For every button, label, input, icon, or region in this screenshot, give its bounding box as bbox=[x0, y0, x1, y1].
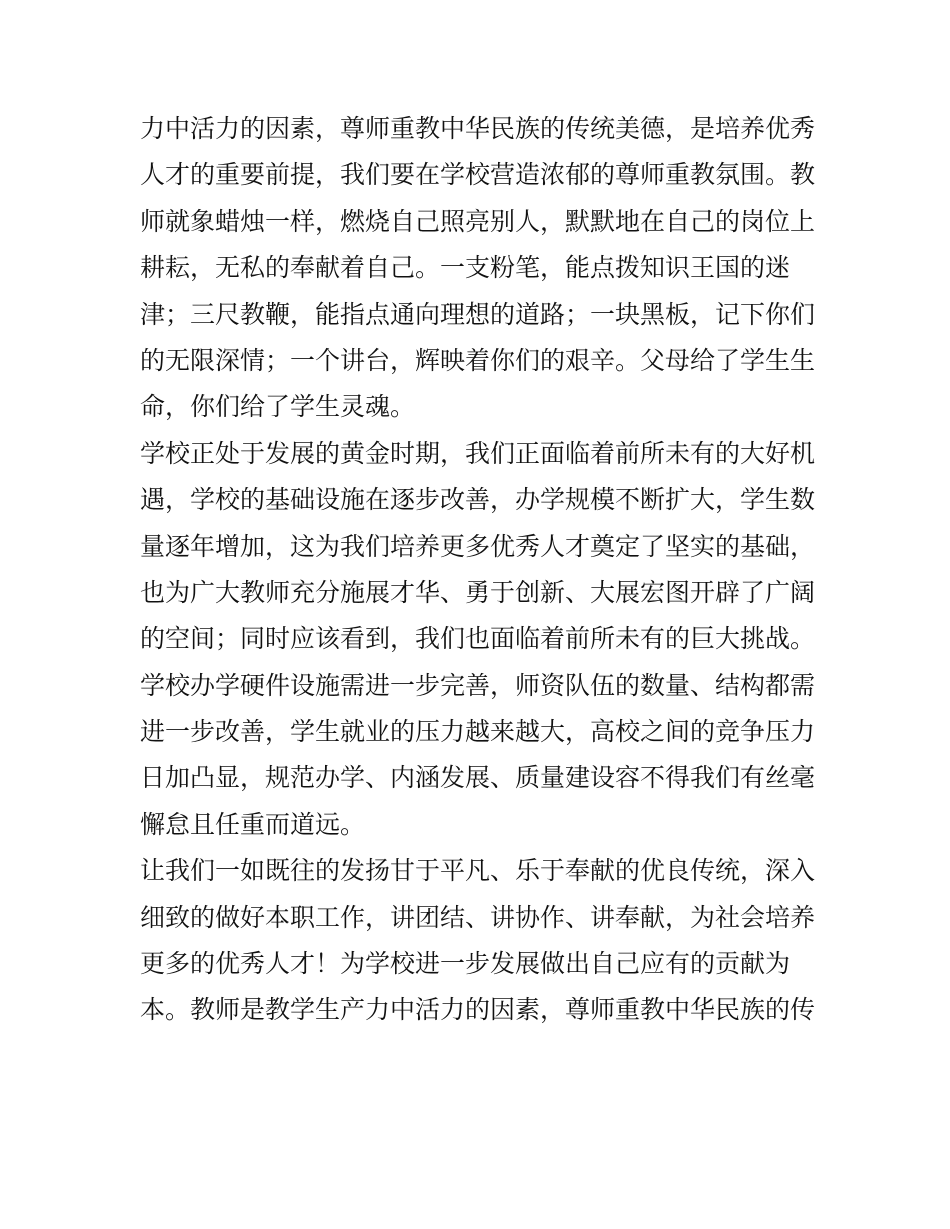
text-line: 更多的优秀人才！为学校进一步发展做出自己应有的贡献为 bbox=[140, 949, 791, 979]
text-line: 也为广大教师充分施展才华、勇于创新、大展宏图开辟了广阔 bbox=[140, 577, 816, 607]
text-line: 本。教师是教学生产力中活力的因素，尊师重教中华民族的传 bbox=[140, 995, 816, 1025]
text-line: 师就象蜡烛一样，燃烧自己照亮别人，默默地在自己的岗位上 bbox=[140, 206, 816, 236]
text-line: 命，你们给了学生灵魂。 bbox=[140, 392, 416, 422]
text-line: 遇，学校的基础设施在逐步改善，办学规模不断扩大，学生数 bbox=[140, 485, 816, 515]
text-line: 的空间；同时应该看到，我们也面临着前所未有的巨大挑战。 bbox=[140, 624, 816, 654]
text-line: 让我们一如既往的发扬甘于平凡、乐于奉献的优良传统，深入 bbox=[140, 856, 816, 886]
text-line: 日加凸显，规范办学、内涵发展、质量建设容不得我们有丝毫 bbox=[140, 763, 816, 793]
text-line: 的无限深情；一个讲台，辉映着你们的艰辛。父母给了学生生 bbox=[140, 345, 816, 375]
text-line: 耕耘，无私的奉献着自己。一支粉笔，能点拨知识王国的迷 bbox=[140, 253, 791, 283]
text-line: 津；三尺教鞭，能指点通向理想的道路；一块黑板，记下你们 bbox=[140, 299, 816, 329]
body-text bbox=[140, 106, 820, 1034]
text-line: 懈怠且任重而道远。 bbox=[140, 809, 366, 839]
text-line: 力中活力的因素，尊师重教中华民族的传统美德，是培养优秀 bbox=[140, 114, 816, 143]
text-line: 人才的重要前提，我们要在学校营造浓郁的尊师重教氛围。教 bbox=[140, 160, 816, 190]
text-line: 细致的做好本职工作，讲团结、讲协作、讲奉献，为社会培养 bbox=[140, 902, 816, 932]
text-line: 进一步改善，学生就业的压力越来越大，高校之间的竞争压力 bbox=[140, 717, 816, 747]
text-line: 学校办学硬件设施需进一步完善，师资队伍的数量、结构都需 bbox=[140, 670, 816, 700]
text-line: 学校正处于发展的黄金时期，我们正面临着前所未有的大好机 bbox=[140, 438, 816, 468]
text-line: 量逐年增加，这为我们培养更多优秀人才奠定了坚实的基础， bbox=[140, 531, 816, 561]
